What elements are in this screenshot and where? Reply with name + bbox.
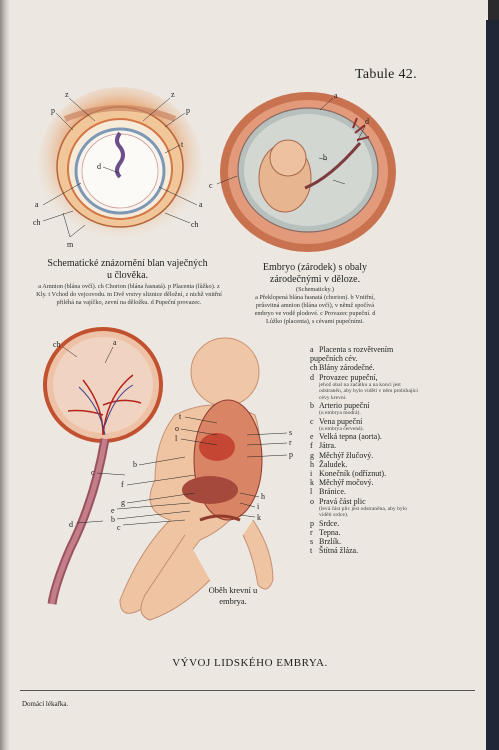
fig3-label-p: p <box>289 450 293 459</box>
fig2-label-d: d <box>365 117 369 126</box>
plate-title: VÝVOJ LIDSKÉHO EMBRYA. <box>172 657 328 669</box>
fig1-label-p1: p <box>51 106 55 115</box>
fig2-label-c: c <box>209 181 213 190</box>
fig3-label-h: h <box>261 492 265 501</box>
legend-key: e <box>310 432 314 442</box>
fig3-label-b2: b <box>111 515 115 524</box>
legend-item <box>310 519 420 528</box>
legend-item <box>310 497 420 519</box>
figure1-title: Schematické znázornění blan vaječných u člověka. <box>47 258 208 281</box>
fig3-label-d: d <box>69 520 73 529</box>
legend-key: p <box>310 518 314 528</box>
legend-text: Blány zárodečné. <box>319 363 375 373</box>
legend-text: Brzlík. <box>319 537 341 547</box>
fig1-label-m: m <box>67 240 74 249</box>
fig3-label-s: s <box>289 428 293 437</box>
fig3-label-c1: c <box>91 468 95 477</box>
fig3-label-t: t <box>179 412 182 421</box>
legend-item <box>310 345 420 363</box>
fig3-label-c2: c <box>117 523 121 532</box>
legend-key: b <box>310 401 314 411</box>
legend-key: k <box>310 478 314 488</box>
legend-item <box>310 487 420 496</box>
figure3-caption: Oběh krevní u embrya. <box>208 585 258 606</box>
fig2-label-a: a <box>334 91 338 100</box>
legend-key: l <box>310 487 313 497</box>
legend-text: Arterio pupeční <box>319 401 370 411</box>
fig2-label-b: b <box>323 153 327 162</box>
legend-text: Štítná žláza. <box>319 546 359 556</box>
legend-key: c <box>310 416 314 426</box>
book-footer: Domácí lékařka. <box>22 700 69 708</box>
plate-number: Tabule 42. <box>355 67 417 82</box>
page-gutter <box>0 0 10 750</box>
fig3-label-o: o <box>175 424 179 433</box>
legend-item <box>310 469 420 478</box>
fig3-label-ch: ch <box>53 340 61 349</box>
fig3-label-b1: b <box>133 460 137 469</box>
fig3-label-r: r <box>289 438 292 447</box>
legend-item <box>310 417 420 433</box>
legend-text: Provazec pupeční, <box>319 372 378 382</box>
legend-key: o <box>310 496 314 506</box>
legend-text: Srdce. <box>319 518 340 528</box>
legend-text: Vena pupeční <box>319 416 363 426</box>
figure2-description: a Překlopená blána řasnatá (chorion). b Vnitřní, průsvitná amnion (blána ovčí), v němž spočívá embryo ve vodě plodové. c Provazec pupeční. d Lůžko (placenta), s cévami pupečními. <box>254 294 376 325</box>
legend-key: s <box>310 537 314 547</box>
legend-text: Bránice. <box>319 487 346 497</box>
legend-list <box>310 345 420 556</box>
legend-item <box>310 546 420 555</box>
legend-key: ch <box>310 363 318 373</box>
legend-key: i <box>310 469 313 479</box>
legend-text: Velká tepna (aorta). <box>319 432 382 442</box>
book-cover-edge <box>486 20 499 750</box>
legend-key: h <box>310 459 314 469</box>
legend-text: Žaludek. <box>319 459 348 469</box>
fig1-label-p2: p <box>186 106 190 115</box>
legend-note: (u embrya modrá). <box>319 410 361 417</box>
fig3-label-i: i <box>257 502 260 511</box>
legend-text: Měchýř žlučový. <box>319 450 374 460</box>
fig1-label-a2: a <box>199 200 203 209</box>
figure2-title: Embryo (zárodek) s obaly zárodečnými v děloze. <box>262 262 368 285</box>
fig3-label-a: a <box>113 338 117 347</box>
legend-text: Konečník (odříznut). <box>319 469 387 479</box>
fig1-label-t: t <box>181 140 184 149</box>
fig1-label-a1: a <box>35 200 39 209</box>
legend-key: t <box>310 546 313 556</box>
legend-key: f <box>310 441 313 451</box>
legend-item <box>310 451 420 460</box>
legend-note: (u embrya červená). <box>319 425 364 432</box>
fig1-label-ch1: ch <box>33 218 41 227</box>
legend-key: g <box>310 450 314 460</box>
fig1-label-z1: z <box>65 90 69 99</box>
legend-key: r <box>310 527 313 537</box>
legend-text: Tepna. <box>319 527 341 537</box>
figure2-subtitle: (Schematicky.) <box>296 286 334 293</box>
fig1-label-z2: z <box>171 90 175 99</box>
legend-item <box>310 432 420 441</box>
figure-embryo-uterus <box>205 88 405 258</box>
legend-key: d <box>310 372 314 382</box>
fig3-label-f: f <box>121 480 124 489</box>
legend-text: Měchýř močový. <box>319 478 374 488</box>
fig3-label-k: k <box>257 513 261 522</box>
legend-note: jehož obal na začátku a na konci jest odstraněn, aby bylo viděti v něm probíhající cévy krevní. <box>319 381 418 401</box>
legend-item <box>310 373 420 401</box>
fig3-label-e: e <box>111 506 115 515</box>
fig1-label-ch2: ch <box>191 220 199 229</box>
legend-item <box>310 401 420 417</box>
figure-egg-membranes <box>25 85 225 255</box>
legend-item <box>310 537 420 546</box>
legend-key: a <box>310 345 314 354</box>
legend-item <box>310 441 420 450</box>
legend-note: (levá část plic jest odstraněna, aby bylo viděti srdce). <box>319 505 408 519</box>
legend-item <box>310 460 420 469</box>
figure1-description: a Amnion (blána ovčí). ch Chorion (blána řasnatá). p Placenta (lůžko). z Kly. t Vchod do vejcovodu. m Dvě vrstvy sliznice děložní, z nichž vnitřní přiléhá na vajíčko, zevní na děložku. d Pupeční provazec. <box>36 283 222 306</box>
fig3-label-l: l <box>175 434 178 443</box>
legend-text: Pravá část plic <box>319 496 366 506</box>
legend-item <box>310 363 420 372</box>
figure-embryo-circulation <box>35 325 310 655</box>
fig1-label-d: d <box>97 162 101 171</box>
fig3-label-g: g <box>121 498 125 507</box>
page-rule <box>20 690 475 691</box>
legend-text: Placenta s rozvětvením pupečních cév. <box>310 345 394 364</box>
legend-text: Játra. <box>319 441 337 451</box>
legend-item <box>310 528 420 537</box>
legend-item <box>310 478 420 487</box>
